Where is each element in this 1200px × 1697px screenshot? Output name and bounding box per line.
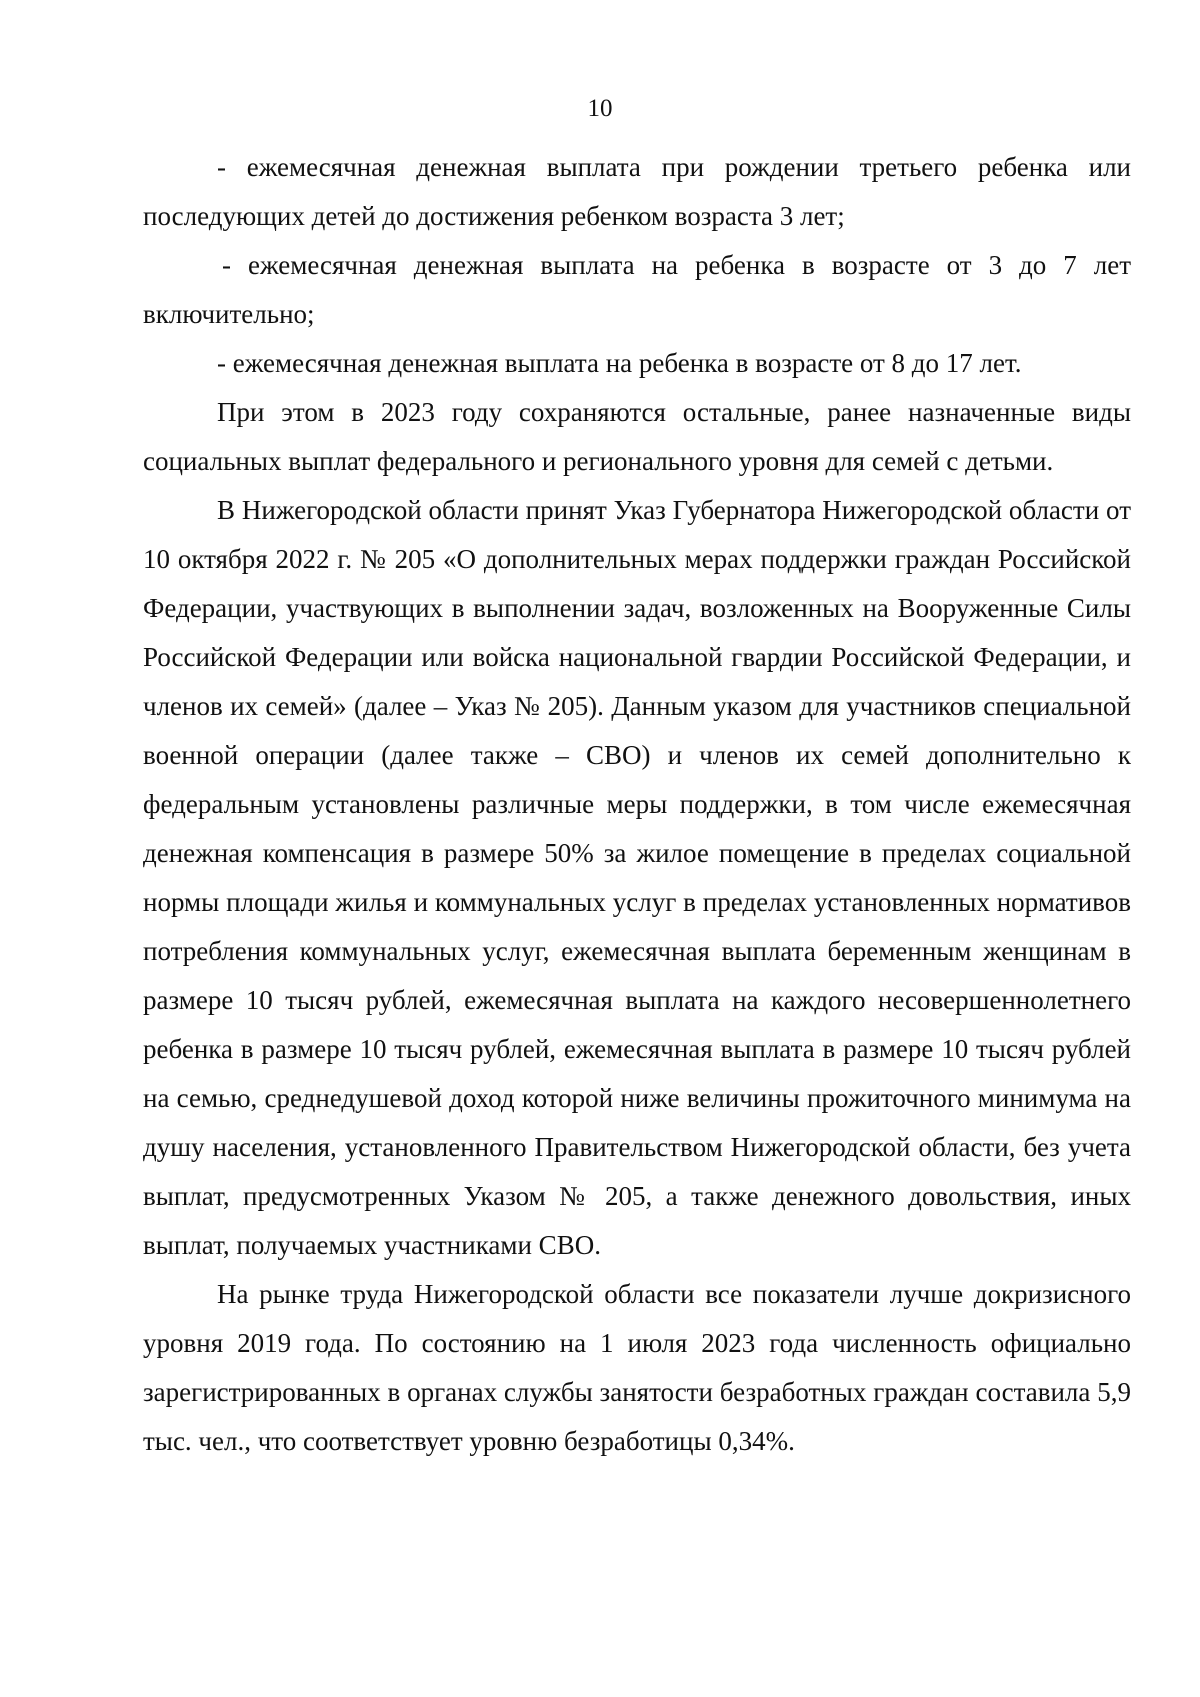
page-number: 10	[587, 95, 613, 122]
document-body	[143, 143, 1131, 1466]
paragraph-other-payments-retained: При этом в 2023 году сохраняются остальные, ранее назначенные виды социальных выплат федерального и регионального уровня для семей с детьми.	[143, 397, 1131, 476]
paragraph-payment-3-to-7: - ежемесячная денежная выплата на ребенка в возрасте от 3 до 7 лет включительно;	[143, 250, 1131, 329]
paragraph-labor-market: На рынке труда Нижегородской области все показатели лучше докризисного уровня 2019 года. По состоянию на 1 июля 2023 года численность официально зарегистрированных в органах службы занятости безработных граждан составила 5,9 тыс. чел., что соответствует уровню безработицы 0,34%.	[143, 1279, 1131, 1456]
paragraph-decree-205: В Нижегородской области принят Указ Губернатора Нижегородской области от 10 октября 2022 г. № 205 «О дополнительных мерах поддержки граждан Российской Федерации, участвующих в выполнении задач, возложенных на Вооруженные Силы Российской Федерации или войска национальной гвардии Российской Федерации, и членов их семей» (далее – Указ № 205). Данным указом для участников специальной военной операции (далее также – СВО) и членов их семей дополнительно к федеральным установлены различные меры поддержки, в том числе ежемесячная денежная компенсация в размере 50% за жилое помещение в пределах социальной нормы площади жилья и коммунальных услуг в пределах установленных нормативов потребления коммунальных услуг, ежемесячная выплата беременным женщинам в размере 10 тысяч рублей, ежемесячная выплата на каждого несовершеннолетнего ребенка в размере 10 тысяч рублей, ежемесячная выплата в размере 10 тысяч рублей на семью, среднедушевой доход которой ниже величины прожиточного минимума на душу населения, установленного Правительством Нижегородской области, без учета выплат, предусмотренных Указом № 205, а также денежного довольствия, иных выплат, получаемых участниками СВО.	[143, 495, 1131, 1260]
paragraph-payment-8-to-17: - ежемесячная денежная выплата на ребенка в возрасте от 8 до 17 лет.	[217, 348, 1022, 378]
paragraph-payment-third-child: - ежемесячная денежная выплата при рождении третьего ребенка или последующих детей до достижения ребенком возраста 3 лет;	[143, 152, 1131, 231]
